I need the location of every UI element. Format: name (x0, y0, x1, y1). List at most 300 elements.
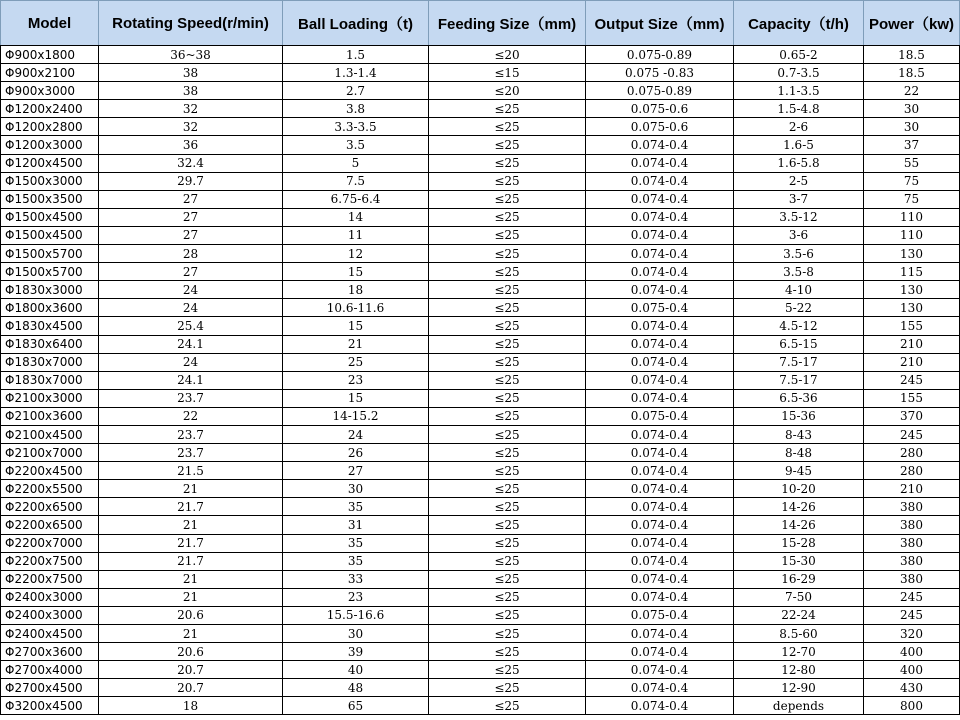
capacity-cell: 3-7 (734, 190, 864, 208)
table-row (1, 625, 960, 643)
model-cell: Φ1200x3000 (1, 136, 99, 154)
rotating-speed-cell: 23.7 (99, 389, 283, 407)
model-cell: Φ1830x7000 (1, 353, 99, 371)
power-cell: 37 (864, 136, 960, 154)
ball-loading-cell: 23 (283, 588, 429, 606)
model-cell: Φ2400x3000 (1, 606, 99, 624)
table-row (1, 425, 960, 443)
ball-loading-cell: 30 (283, 480, 429, 498)
capacity-cell: 1.5-4.8 (734, 100, 864, 118)
capacity-cell: 8-43 (734, 425, 864, 443)
output-size-cell: 0.074-0.4 (586, 516, 734, 534)
ball-loading-cell: 10.6-11.6 (283, 299, 429, 317)
model-cell: Φ1200x4500 (1, 154, 99, 172)
feeding-size-cell: ≤25 (429, 552, 586, 570)
rotating-speed-cell: 21 (99, 570, 283, 588)
ball-loading-cell: 11 (283, 226, 429, 244)
output-size-cell: 0.074-0.4 (586, 190, 734, 208)
rotating-speed-cell: 20.6 (99, 606, 283, 624)
capacity-cell: 6.5-36 (734, 389, 864, 407)
output-size-cell: 0.074-0.4 (586, 335, 734, 353)
ball-loading-cell: 26 (283, 444, 429, 462)
output-size-cell: 0.074-0.4 (586, 588, 734, 606)
table-row (1, 353, 960, 371)
table-row (1, 552, 960, 570)
ball-loading-cell: 24 (283, 425, 429, 443)
capacity-cell: 8.5-60 (734, 625, 864, 643)
power-cell: 130 (864, 299, 960, 317)
power-cell: 30 (864, 118, 960, 136)
table-row (1, 317, 960, 335)
rotating-speed-cell: 36 (99, 136, 283, 154)
power-cell: 75 (864, 190, 960, 208)
output-size-cell: 0.074-0.4 (586, 208, 734, 226)
header-capacity: Capacity（t/h) (734, 1, 864, 46)
capacity-cell: 3-6 (734, 226, 864, 244)
capacity-cell: 1.1-3.5 (734, 82, 864, 100)
output-size-cell: 0.074-0.4 (586, 679, 734, 697)
feeding-size-cell: ≤15 (429, 64, 586, 82)
model-cell: Φ2200x4500 (1, 462, 99, 480)
capacity-cell: 12-80 (734, 661, 864, 679)
output-size-cell: 0.074-0.4 (586, 371, 734, 389)
output-size-cell: 0.074-0.4 (586, 425, 734, 443)
ball-loading-cell: 15 (283, 263, 429, 281)
ball-loading-cell: 31 (283, 516, 429, 534)
capacity-cell: depends (734, 697, 864, 715)
model-cell: Φ1830x3000 (1, 281, 99, 299)
table-row (1, 407, 960, 425)
feeding-size-cell: ≤25 (429, 625, 586, 643)
output-size-cell: 0.074-0.4 (586, 444, 734, 462)
power-cell: 115 (864, 263, 960, 281)
table-header (1, 1, 960, 46)
power-cell: 155 (864, 317, 960, 335)
ball-loading-cell: 7.5 (283, 172, 429, 190)
model-cell: Φ2700x4500 (1, 679, 99, 697)
feeding-size-cell: ≤25 (429, 371, 586, 389)
capacity-cell: 14-26 (734, 516, 864, 534)
feeding-size-cell: ≤25 (429, 335, 586, 353)
ball-loading-cell: 39 (283, 643, 429, 661)
model-cell: Φ2200x7500 (1, 552, 99, 570)
capacity-cell: 8-48 (734, 444, 864, 462)
model-cell: Φ2200x6500 (1, 516, 99, 534)
output-size-cell: 0.075-0.6 (586, 118, 734, 136)
header-model: Model (1, 1, 99, 46)
capacity-cell: 14-26 (734, 498, 864, 516)
output-size-cell: 0.074-0.4 (586, 172, 734, 190)
feeding-size-cell: ≤25 (429, 136, 586, 154)
capacity-cell: 5-22 (734, 299, 864, 317)
power-cell: 110 (864, 208, 960, 226)
model-cell: Φ1500x3500 (1, 190, 99, 208)
header-ball-loading: Ball Loading（t) (283, 1, 429, 46)
ball-loading-cell: 1.3-1.4 (283, 64, 429, 82)
feeding-size-cell: ≤25 (429, 588, 586, 606)
capacity-cell: 1.6-5.8 (734, 154, 864, 172)
output-size-cell: 0.074-0.4 (586, 389, 734, 407)
rotating-speed-cell: 36~38 (99, 46, 283, 64)
ball-loading-cell: 35 (283, 552, 429, 570)
power-cell: 210 (864, 335, 960, 353)
model-cell: Φ1830x4500 (1, 317, 99, 335)
power-cell: 110 (864, 226, 960, 244)
model-cell: Φ900x2100 (1, 64, 99, 82)
table-row (1, 154, 960, 172)
power-cell: 130 (864, 245, 960, 263)
rotating-speed-cell: 38 (99, 82, 283, 100)
ball-loading-cell: 35 (283, 498, 429, 516)
model-cell: Φ1500x3000 (1, 172, 99, 190)
output-size-cell: 0.075-0.4 (586, 299, 734, 317)
model-cell: Φ1500x5700 (1, 263, 99, 281)
table-row (1, 371, 960, 389)
output-size-cell: 0.074-0.4 (586, 136, 734, 154)
ball-loading-cell: 3.8 (283, 100, 429, 118)
output-size-cell: 0.074-0.4 (586, 697, 734, 715)
capacity-cell: 22-24 (734, 606, 864, 624)
model-cell: Φ2200x7000 (1, 534, 99, 552)
rotating-speed-cell: 21 (99, 516, 283, 534)
header-row (1, 1, 960, 46)
rotating-speed-cell: 21 (99, 588, 283, 606)
rotating-speed-cell: 28 (99, 245, 283, 263)
header-rotating-speed: Rotating Speed(r/min) (99, 1, 283, 46)
rotating-speed-cell: 20.7 (99, 661, 283, 679)
output-size-cell: 0.074-0.4 (586, 226, 734, 244)
table-row (1, 263, 960, 281)
output-size-cell: 0.074-0.4 (586, 570, 734, 588)
output-size-cell: 0.075-0.4 (586, 407, 734, 425)
power-cell: 380 (864, 552, 960, 570)
capacity-cell: 15-36 (734, 407, 864, 425)
rotating-speed-cell: 27 (99, 208, 283, 226)
ball-loading-cell: 40 (283, 661, 429, 679)
ball-loading-cell: 3.3-3.5 (283, 118, 429, 136)
table-row (1, 679, 960, 697)
rotating-speed-cell: 21.5 (99, 462, 283, 480)
output-size-cell: 0.075-0.89 (586, 46, 734, 64)
capacity-cell: 2-6 (734, 118, 864, 136)
power-cell: 22 (864, 82, 960, 100)
capacity-cell: 0.7-3.5 (734, 64, 864, 82)
feeding-size-cell: ≤25 (429, 462, 586, 480)
table-row (1, 498, 960, 516)
model-cell: Φ1830x6400 (1, 335, 99, 353)
feeding-size-cell: ≤20 (429, 46, 586, 64)
model-cell: Φ2100x3600 (1, 407, 99, 425)
table-row (1, 245, 960, 263)
power-cell: 400 (864, 643, 960, 661)
table-row (1, 172, 960, 190)
output-size-cell: 0.074-0.4 (586, 625, 734, 643)
header-output-size: Output Size（mm) (586, 1, 734, 46)
capacity-cell: 4-10 (734, 281, 864, 299)
table-row (1, 389, 960, 407)
power-cell: 320 (864, 625, 960, 643)
rotating-speed-cell: 21 (99, 480, 283, 498)
model-cell: Φ1830x7000 (1, 371, 99, 389)
capacity-cell: 16-29 (734, 570, 864, 588)
feeding-size-cell: ≤25 (429, 498, 586, 516)
feeding-size-cell: ≤25 (429, 353, 586, 371)
model-cell: Φ900x1800 (1, 46, 99, 64)
rotating-speed-cell: 22 (99, 407, 283, 425)
power-cell: 30 (864, 100, 960, 118)
rotating-speed-cell: 24 (99, 281, 283, 299)
feeding-size-cell: ≤25 (429, 480, 586, 498)
output-size-cell: 0.074-0.4 (586, 263, 734, 281)
power-cell: 280 (864, 462, 960, 480)
rotating-speed-cell: 25.4 (99, 317, 283, 335)
table-row (1, 190, 960, 208)
power-cell: 245 (864, 371, 960, 389)
capacity-cell: 12-90 (734, 679, 864, 697)
table-row (1, 588, 960, 606)
power-cell: 18.5 (864, 64, 960, 82)
capacity-cell: 7.5-17 (734, 353, 864, 371)
output-size-cell: 0.075-0.89 (586, 82, 734, 100)
table-row (1, 661, 960, 679)
model-cell: Φ2100x7000 (1, 444, 99, 462)
model-cell: Φ2200x5500 (1, 480, 99, 498)
model-cell: Φ2400x4500 (1, 625, 99, 643)
ball-loading-cell: 27 (283, 462, 429, 480)
rotating-speed-cell: 24 (99, 353, 283, 371)
output-size-cell: 0.074-0.4 (586, 281, 734, 299)
feeding-size-cell: ≤25 (429, 407, 586, 425)
power-cell: 380 (864, 534, 960, 552)
header-power: Power（kw) (864, 1, 960, 46)
feeding-size-cell: ≤20 (429, 82, 586, 100)
model-cell: Φ2100x3000 (1, 389, 99, 407)
rotating-speed-cell: 32 (99, 118, 283, 136)
ball-loading-cell: 5 (283, 154, 429, 172)
output-size-cell: 0.074-0.4 (586, 317, 734, 335)
feeding-size-cell: ≤25 (429, 245, 586, 263)
model-cell: Φ1800x3600 (1, 299, 99, 317)
table-row (1, 606, 960, 624)
output-size-cell: 0.074-0.4 (586, 534, 734, 552)
output-size-cell: 0.074-0.4 (586, 643, 734, 661)
capacity-cell: 9-45 (734, 462, 864, 480)
model-cell: Φ2700x4000 (1, 661, 99, 679)
output-size-cell: 0.074-0.4 (586, 498, 734, 516)
capacity-cell: 6.5-15 (734, 335, 864, 353)
capacity-cell: 0.65-2 (734, 46, 864, 64)
output-size-cell: 0.074-0.4 (586, 462, 734, 480)
feeding-size-cell: ≤25 (429, 661, 586, 679)
power-cell: 380 (864, 570, 960, 588)
table-row (1, 82, 960, 100)
ball-loading-cell: 14-15.2 (283, 407, 429, 425)
rotating-speed-cell: 29.7 (99, 172, 283, 190)
rotating-speed-cell: 21.7 (99, 498, 283, 516)
ball-loading-cell: 14 (283, 208, 429, 226)
power-cell: 155 (864, 389, 960, 407)
feeding-size-cell: ≤25 (429, 425, 586, 443)
power-cell: 280 (864, 444, 960, 462)
power-cell: 245 (864, 425, 960, 443)
table-row (1, 64, 960, 82)
ball-loading-cell: 21 (283, 335, 429, 353)
feeding-size-cell: ≤25 (429, 190, 586, 208)
power-cell: 380 (864, 516, 960, 534)
ball-loading-cell: 35 (283, 534, 429, 552)
model-cell: Φ1500x5700 (1, 245, 99, 263)
feeding-size-cell: ≤25 (429, 444, 586, 462)
table-row (1, 462, 960, 480)
model-cell: Φ3200x4500 (1, 697, 99, 715)
rotating-speed-cell: 38 (99, 64, 283, 82)
table-row (1, 643, 960, 661)
table-row (1, 46, 960, 64)
output-size-cell: 0.075-0.4 (586, 606, 734, 624)
rotating-speed-cell: 21.7 (99, 534, 283, 552)
capacity-cell: 12-70 (734, 643, 864, 661)
ball-loading-cell: 1.5 (283, 46, 429, 64)
ball-loading-cell: 48 (283, 679, 429, 697)
table-row (1, 335, 960, 353)
capacity-cell: 7-50 (734, 588, 864, 606)
feeding-size-cell: ≤25 (429, 100, 586, 118)
table-row (1, 281, 960, 299)
feeding-size-cell: ≤25 (429, 679, 586, 697)
table-row (1, 299, 960, 317)
feeding-size-cell: ≤25 (429, 697, 586, 715)
table-row (1, 444, 960, 462)
power-cell: 430 (864, 679, 960, 697)
rotating-speed-cell: 24.1 (99, 335, 283, 353)
power-cell: 210 (864, 353, 960, 371)
rotating-speed-cell: 20.6 (99, 643, 283, 661)
ball-loading-cell: 3.5 (283, 136, 429, 154)
feeding-size-cell: ≤25 (429, 643, 586, 661)
rotating-speed-cell: 24 (99, 299, 283, 317)
power-cell: 55 (864, 154, 960, 172)
rotating-speed-cell: 27 (99, 263, 283, 281)
ball-loading-cell: 15 (283, 317, 429, 335)
ball-loading-cell: 2.7 (283, 82, 429, 100)
output-size-cell: 0.074-0.4 (586, 552, 734, 570)
output-size-cell: 0.074-0.4 (586, 661, 734, 679)
model-cell: Φ2400x3000 (1, 588, 99, 606)
rotating-speed-cell: 27 (99, 190, 283, 208)
model-cell: Φ1200x2400 (1, 100, 99, 118)
power-cell: 245 (864, 588, 960, 606)
model-cell: Φ2100x4500 (1, 425, 99, 443)
capacity-cell: 15-30 (734, 552, 864, 570)
feeding-size-cell: ≤25 (429, 299, 586, 317)
output-size-cell: 0.075-0.6 (586, 100, 734, 118)
feeding-size-cell: ≤25 (429, 606, 586, 624)
feeding-size-cell: ≤25 (429, 263, 586, 281)
feeding-size-cell: ≤25 (429, 516, 586, 534)
ball-loading-cell: 30 (283, 625, 429, 643)
capacity-cell: 7.5-17 (734, 371, 864, 389)
power-cell: 370 (864, 407, 960, 425)
power-cell: 400 (864, 661, 960, 679)
table-row (1, 226, 960, 244)
ball-loading-cell: 15.5-16.6 (283, 606, 429, 624)
ball-loading-cell: 33 (283, 570, 429, 588)
rotating-speed-cell: 24.1 (99, 371, 283, 389)
feeding-size-cell: ≤25 (429, 281, 586, 299)
model-cell: Φ1200x2800 (1, 118, 99, 136)
rotating-speed-cell: 18 (99, 697, 283, 715)
model-cell: Φ2700x3600 (1, 643, 99, 661)
power-cell: 210 (864, 480, 960, 498)
feeding-size-cell: ≤25 (429, 118, 586, 136)
feeding-size-cell: ≤25 (429, 534, 586, 552)
feeding-size-cell: ≤25 (429, 154, 586, 172)
table-body (1, 46, 960, 715)
feeding-size-cell: ≤25 (429, 208, 586, 226)
output-size-cell: 0.075 -0.83 (586, 64, 734, 82)
header-feeding-size: Feeding Size（mm) (429, 1, 586, 46)
rotating-speed-cell: 21 (99, 625, 283, 643)
ball-loading-cell: 15 (283, 389, 429, 407)
ball-loading-cell: 23 (283, 371, 429, 389)
rotating-speed-cell: 21.7 (99, 552, 283, 570)
rotating-speed-cell: 32 (99, 100, 283, 118)
power-cell: 245 (864, 606, 960, 624)
table-row (1, 534, 960, 552)
table-row (1, 516, 960, 534)
capacity-cell: 1.6-5 (734, 136, 864, 154)
feeding-size-cell: ≤25 (429, 389, 586, 407)
capacity-cell: 10-20 (734, 480, 864, 498)
capacity-cell: 3.5-12 (734, 208, 864, 226)
capacity-cell: 3.5-6 (734, 245, 864, 263)
table-row (1, 118, 960, 136)
rotating-speed-cell: 20.7 (99, 679, 283, 697)
table-row (1, 136, 960, 154)
ball-loading-cell: 6.75-6.4 (283, 190, 429, 208)
capacity-cell: 3.5-8 (734, 263, 864, 281)
power-cell: 18.5 (864, 46, 960, 64)
rotating-speed-cell: 23.7 (99, 444, 283, 462)
power-cell: 75 (864, 172, 960, 190)
capacity-cell: 15-28 (734, 534, 864, 552)
capacity-cell: 2-5 (734, 172, 864, 190)
table-row (1, 480, 960, 498)
power-cell: 380 (864, 498, 960, 516)
output-size-cell: 0.074-0.4 (586, 154, 734, 172)
capacity-cell: 4.5-12 (734, 317, 864, 335)
ball-loading-cell: 25 (283, 353, 429, 371)
model-cell: Φ2200x7500 (1, 570, 99, 588)
feeding-size-cell: ≤25 (429, 226, 586, 244)
rotating-speed-cell: 23.7 (99, 425, 283, 443)
ball-loading-cell: 65 (283, 697, 429, 715)
feeding-size-cell: ≤25 (429, 317, 586, 335)
ball-loading-cell: 12 (283, 245, 429, 263)
ball-loading-cell: 18 (283, 281, 429, 299)
model-cell: Φ1500x4500 (1, 226, 99, 244)
model-cell: Φ900x3000 (1, 82, 99, 100)
rotating-speed-cell: 32.4 (99, 154, 283, 172)
model-cell: Φ1500x4500 (1, 208, 99, 226)
table-row (1, 697, 960, 715)
feeding-size-cell: ≤25 (429, 172, 586, 190)
output-size-cell: 0.074-0.4 (586, 480, 734, 498)
output-size-cell: 0.074-0.4 (586, 245, 734, 263)
feeding-size-cell: ≤25 (429, 570, 586, 588)
power-cell: 800 (864, 697, 960, 715)
table-row (1, 570, 960, 588)
